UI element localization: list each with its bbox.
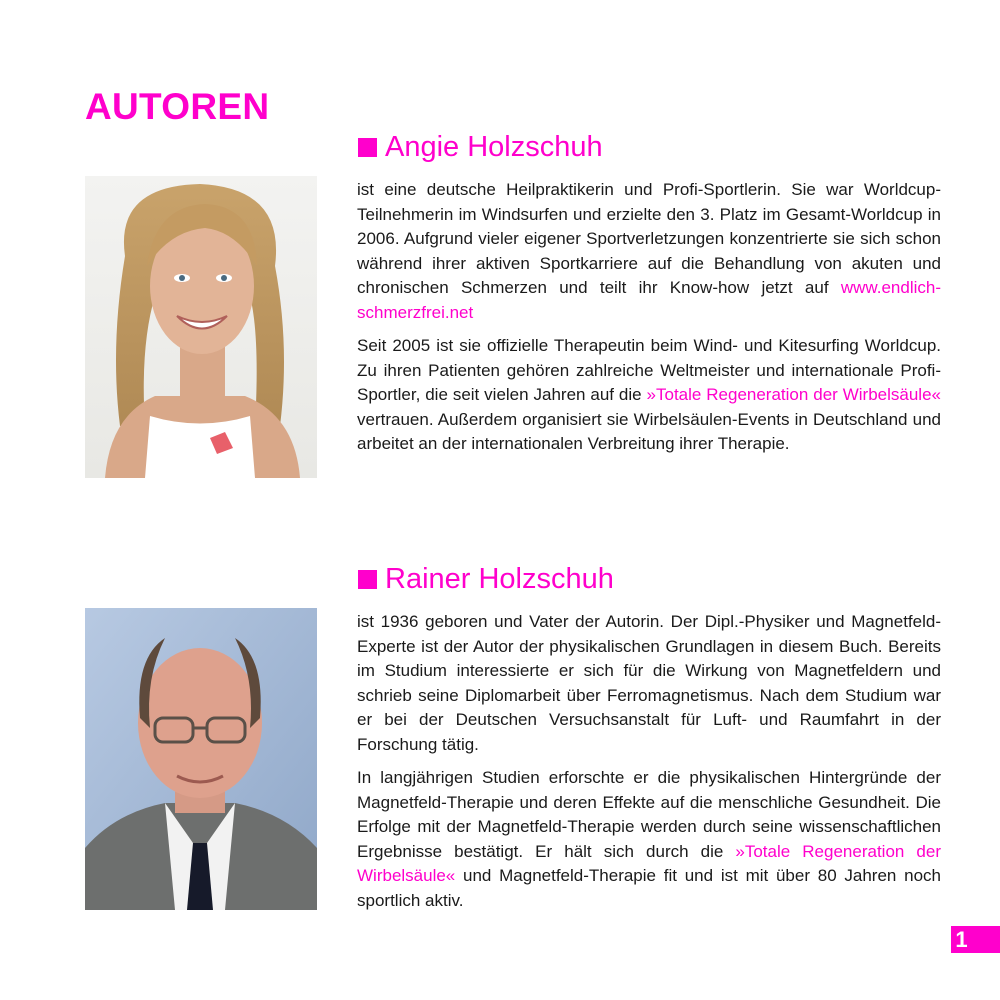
bio-text: vertrauen. Außerdem organisiert sie Wirbelsäulen-Events in Deutschland und arbeitet an der internationalen Verbreitung ihrer Therapie. [357,409,941,453]
book-title: »Totale Regeneration der Wirbelsäule« [646,385,941,404]
author-name-rainer [358,563,614,596]
page-number-badge [951,926,1000,953]
book-title: »Totale Regeneration der Wirbelsäule« [357,841,941,885]
page-number: 1 [955,926,968,952]
author-bio-rainer [357,610,941,922]
bullet-square-icon [358,138,377,157]
author-photo-rainer [85,608,317,910]
bio-text: ist 1936 geboren und Vater der Autorin. Der Dipl.-Physiker und Magnetfeld-Experte ist der Autor der physikalischen Grundlagen in diesem Buch. Bereits im Studium interessierte er sich für die Wirkung von Magnetfeldern und schrieb seine Diplomarbeit über Ferromagnetismus. Nach dem Studium war er bei der Deutschen Versuchsanstalt für Luft- und Raumfahrt in der Forschung tätig. [357,612,941,754]
author-name-text: Rainer Holzschuh [385,563,614,595]
website-link[interactable]: www.endlich-schmerzfrei.net [357,278,941,322]
bio-text: und Magnetfeld-Therapie fit und ist mit über 80 Jahren noch sportlich aktiv. [357,866,941,910]
author-bio-angie [357,178,941,466]
bio-paragraph [357,610,941,757]
page-title: AUTOREN [85,86,270,127]
bullet-square-icon [358,570,377,589]
author-photo-angie [85,176,317,478]
bio-text: ist eine deutsche Heilpraktikerin und Profi-Sportlerin. Sie war Worldcup-Teilnehmerin im Windsurfen und erzielte den 3. Platz im Gesamt-Worldcup in 2006. Aufgrund vieler eigener Sportverletzungen konzentrierte sie sich schon während ihrer aktiven Sportkarriere auf die Behandlung von akuten und chronischen Schmerzen und teilt ihr Know-how jetzt auf [357,180,941,297]
author-name-text: Angie Holzschuh [385,131,603,163]
bio-paragraph [357,178,941,325]
bio-text: In langjährigen Studien erforschte er die physikalischen Hintergründe der Magnetfeld-Therapie und deren Effekte auf die menschliche Gesundheit. Die Erfolge mit der Magnetfeld-Therapie werden durch seine wissenschaftlichen Ergebnisse bestätigt. Er hält sich durch die [357,768,941,861]
author-name-angie [358,131,603,164]
bio-paragraph [357,334,941,457]
bio-paragraph [357,766,941,913]
bio-text: Seit 2005 ist sie offizielle Therapeutin beim Wind- und Kitesurfing Worldcup. Zu ihren Patienten gehören zahlreiche Weltmeister und internationale Profi-Sportler, die seit vielen Jahren auf die [357,336,941,404]
